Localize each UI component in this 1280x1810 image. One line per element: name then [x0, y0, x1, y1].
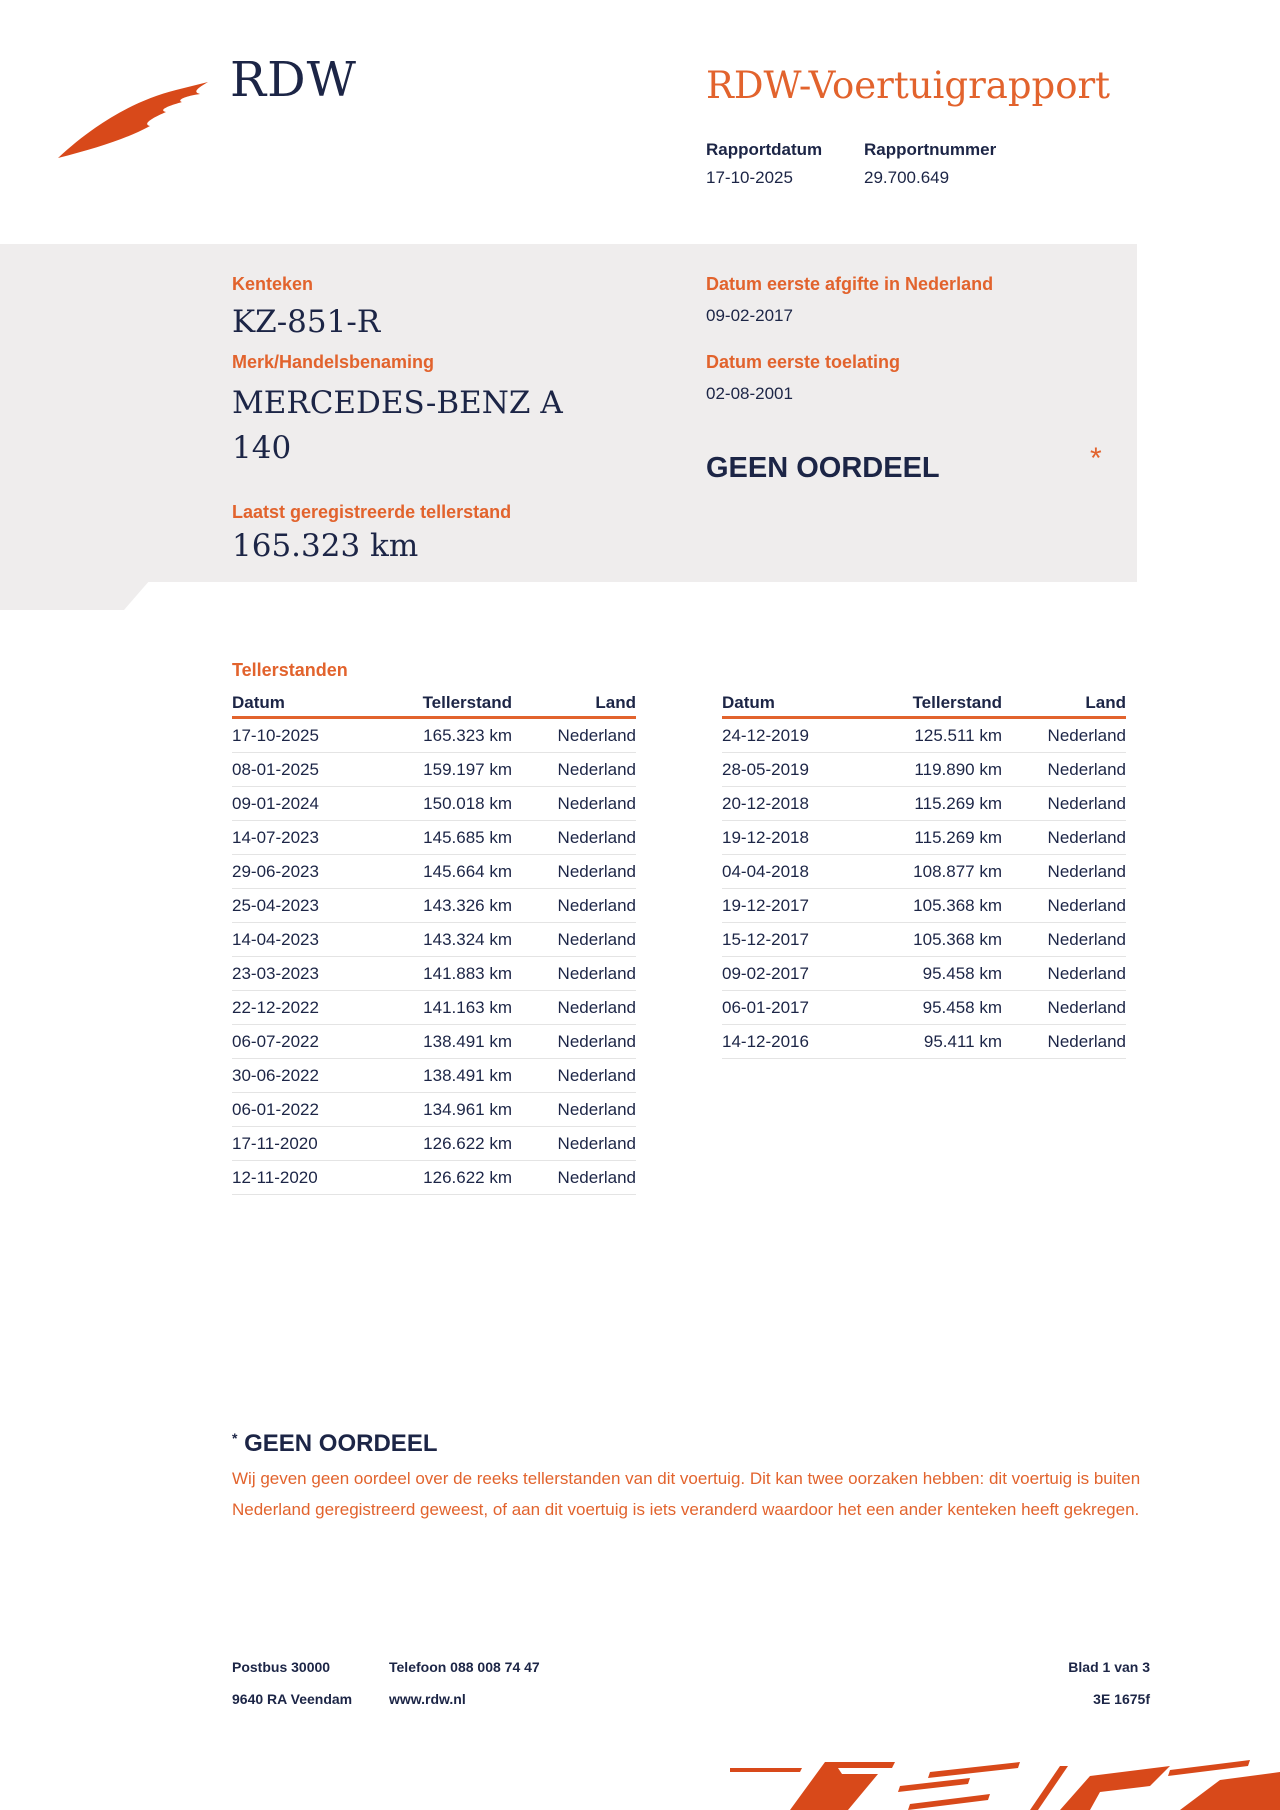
row-country: Nederland [1014, 991, 1126, 1025]
row-date: 06-01-2017 [722, 991, 862, 1025]
table-row [232, 787, 636, 821]
row-date: 28-05-2019 [722, 753, 862, 787]
verdict-asterisk: * [1090, 442, 1102, 475]
row-date: 08-01-2025 [232, 753, 372, 787]
table-row [232, 1161, 636, 1195]
footer-website-link[interactable]: www.rdw.nl [389, 1691, 466, 1707]
decorative-stripes-icon [730, 1756, 1280, 1810]
table-row [232, 1093, 636, 1127]
table-row [722, 753, 1126, 787]
row-date: 19-12-2017 [722, 889, 862, 923]
table-row [232, 1059, 636, 1093]
row-reading: 95.411 km [862, 1025, 1014, 1059]
row-date: 30-06-2022 [232, 1059, 372, 1093]
column-header-reading: Tellerstand [372, 692, 524, 718]
panel-notch-shape [0, 580, 150, 610]
odometer-table-right [722, 692, 1126, 1059]
row-date: 24-12-2019 [722, 718, 862, 753]
row-reading: 159.197 km [372, 753, 524, 787]
row-country: Nederland [524, 821, 636, 855]
first-registration-nl-value: 09-02-2017 [706, 306, 793, 325]
row-reading: 145.685 km [372, 821, 524, 855]
report-number-label: Rapportnummer [864, 140, 997, 159]
column-header-reading: Tellerstand [862, 692, 1014, 718]
row-country: Nederland [1014, 923, 1126, 957]
odometer-value: 165.323 km [232, 528, 419, 564]
row-reading: 143.324 km [372, 923, 524, 957]
row-country: Nederland [524, 889, 636, 923]
table-row [722, 957, 1126, 991]
row-date: 17-11-2020 [232, 1127, 372, 1161]
row-reading: 165.323 km [372, 718, 524, 753]
first-admission-value: 02-08-2001 [706, 384, 793, 403]
row-date: 09-01-2024 [232, 787, 372, 821]
first-registration-nl-label: Datum eerste afgifte in Nederland [706, 274, 994, 294]
row-date: 06-01-2022 [232, 1093, 372, 1127]
table-row [232, 1127, 636, 1161]
table-header-row [232, 692, 636, 718]
row-country: Nederland [1014, 821, 1126, 855]
footnote-title-text: GEEN OORDEEL [244, 1430, 438, 1457]
brand-name: RDW [230, 52, 357, 108]
row-reading: 95.458 km [862, 991, 1014, 1025]
row-reading: 138.491 km [372, 1059, 524, 1093]
row-date: 14-04-2023 [232, 923, 372, 957]
row-country: Nederland [524, 718, 636, 753]
table-row [232, 991, 636, 1025]
row-date: 15-12-2017 [722, 923, 862, 957]
row-reading: 141.163 km [372, 991, 524, 1025]
verdict-text: GEEN OORDEEL [706, 452, 940, 484]
row-country: Nederland [524, 1161, 636, 1195]
column-header-date: Datum [232, 692, 372, 718]
row-reading: 115.269 km [862, 821, 1014, 855]
row-date: 19-12-2018 [722, 821, 862, 855]
make-label: Merk/Handelsbenaming [232, 352, 435, 372]
table-row [722, 855, 1126, 889]
row-reading: 143.326 km [372, 889, 524, 923]
report-number-value: 29.700.649 [864, 168, 950, 187]
column-header-country: Land [1014, 692, 1126, 718]
table-row [232, 889, 636, 923]
row-reading: 134.961 km [372, 1093, 524, 1127]
table-row [722, 1025, 1126, 1059]
plate-label: Kenteken [232, 274, 314, 294]
footer-page-number: Blad 1 van 3 [1068, 1659, 1150, 1675]
row-country: Nederland [524, 923, 636, 957]
row-country: Nederland [1014, 753, 1126, 787]
row-country: Nederland [1014, 718, 1126, 753]
row-reading: 115.269 km [862, 787, 1014, 821]
row-country: Nederland [1014, 889, 1126, 923]
make-value-line1: MERCEDES-BENZ A [232, 385, 563, 421]
row-country: Nederland [524, 957, 636, 991]
row-reading: 119.890 km [862, 753, 1014, 787]
report-title: RDW-Voertuigrapport [706, 64, 1111, 107]
row-reading: 141.883 km [372, 957, 524, 991]
table-row [232, 855, 636, 889]
column-header-date: Datum [722, 692, 862, 718]
footnote-asterisk: * [232, 1430, 238, 1446]
table-header-row [722, 692, 1126, 718]
row-reading: 105.368 km [862, 923, 1014, 957]
report-date-value: 17-10-2025 [706, 168, 793, 187]
row-date: 17-10-2025 [232, 718, 372, 753]
report-date-label: Rapportdatum [706, 140, 823, 159]
row-country: Nederland [1014, 787, 1126, 821]
row-reading: 105.368 km [862, 889, 1014, 923]
row-country: Nederland [1014, 957, 1126, 991]
row-date: 06-07-2022 [232, 1025, 372, 1059]
table-row [722, 923, 1126, 957]
row-country: Nederland [524, 753, 636, 787]
row-country: Nederland [524, 787, 636, 821]
footnote-title [232, 1430, 437, 1458]
table-row [232, 821, 636, 855]
row-reading: 95.458 km [862, 957, 1014, 991]
row-country: Nederland [1014, 855, 1126, 889]
rdw-logo-icon [58, 82, 214, 162]
row-country: Nederland [1014, 1025, 1126, 1059]
row-reading: 108.877 km [862, 855, 1014, 889]
first-admission-label: Datum eerste toelating [706, 352, 901, 372]
row-date: 14-07-2023 [232, 821, 372, 855]
row-date: 22-12-2022 [232, 991, 372, 1025]
footer-city: 9640 RA Veendam [232, 1691, 353, 1707]
row-reading: 125.511 km [862, 718, 1014, 753]
row-date: 23-03-2023 [232, 957, 372, 991]
row-country: Nederland [524, 1059, 636, 1093]
table-row [722, 787, 1126, 821]
table-row [232, 753, 636, 787]
table-row [232, 957, 636, 991]
table-row [722, 991, 1126, 1025]
row-country: Nederland [524, 1025, 636, 1059]
odometer-label: Laatst geregistreerde tellerstand [232, 502, 512, 522]
row-country: Nederland [524, 1093, 636, 1127]
plate-value: KZ-851-R [232, 304, 381, 340]
row-reading: 126.622 km [372, 1127, 524, 1161]
footer-document-code: 3E 1675f [1093, 1691, 1150, 1707]
row-reading: 150.018 km [372, 787, 524, 821]
row-date: 04-04-2018 [722, 855, 862, 889]
table-row [232, 923, 636, 957]
odometer-table-left [232, 692, 636, 1195]
row-date: 25-04-2023 [232, 889, 372, 923]
row-reading: 138.491 km [372, 1025, 524, 1059]
footer-phone: Telefoon 088 008 74 47 [389, 1659, 540, 1675]
row-date: 20-12-2018 [722, 787, 862, 821]
row-country: Nederland [524, 855, 636, 889]
footnote-text: Wij geven geen oordeel over de reeks tellerstanden van dit voertuig. Dit kan twee oorzaken hebben: dit voertuig is buiten Nederland geregistreerd geweest, of aan dit voertuig is iets veranderd waardoor het een ander kenteken heeft gekregen. [232, 1469, 1141, 1519]
table-row [232, 718, 636, 753]
odometer-table-title: Tellerstanden [232, 660, 348, 680]
footer-postbus: Postbus 30000 [232, 1659, 331, 1675]
row-date: 14-12-2016 [722, 1025, 862, 1059]
table-row [722, 889, 1126, 923]
table-row [722, 821, 1126, 855]
row-date: 12-11-2020 [232, 1161, 372, 1195]
table-row [232, 1025, 636, 1059]
table-row [722, 718, 1126, 753]
make-value-line2: 140 [232, 430, 292, 466]
column-header-country: Land [524, 692, 636, 718]
row-reading: 145.664 km [372, 855, 524, 889]
row-country: Nederland [524, 991, 636, 1025]
row-country: Nederland [524, 1127, 636, 1161]
row-date: 09-02-2017 [722, 957, 862, 991]
row-reading: 126.622 km [372, 1161, 524, 1195]
row-date: 29-06-2023 [232, 855, 372, 889]
